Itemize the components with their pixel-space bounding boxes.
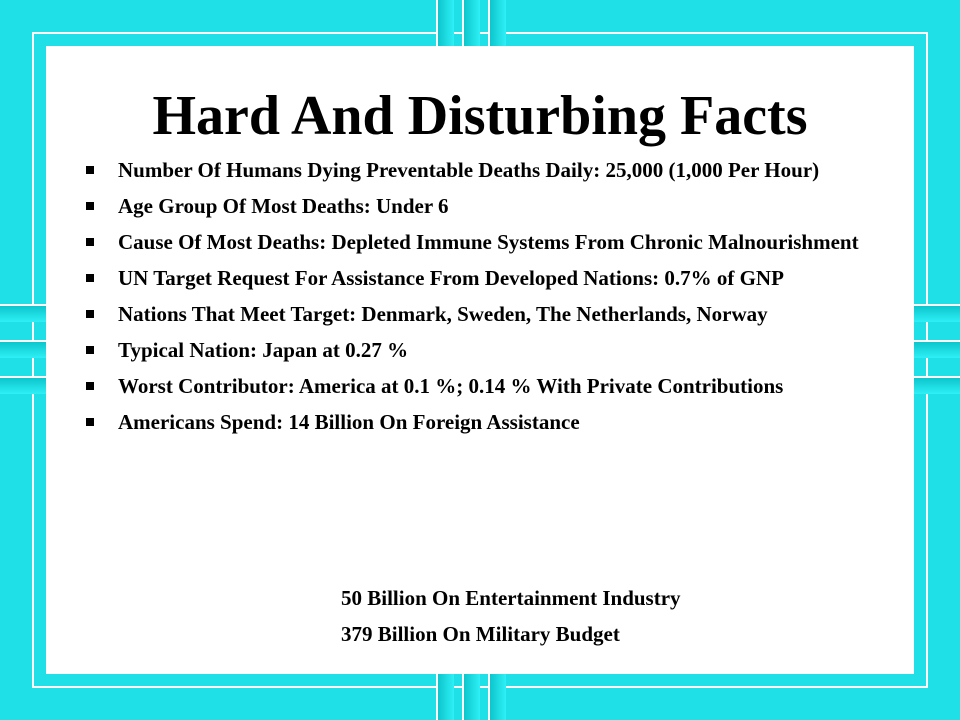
bullet-square-icon <box>86 310 94 318</box>
slide-title: Hard And Disturbing Facts <box>152 85 808 147</box>
bullet-square-icon <box>86 166 94 174</box>
decor-tab <box>436 0 454 46</box>
bullet-item <box>84 158 904 182</box>
decor-tab <box>0 340 46 358</box>
bullet-square-icon <box>86 238 94 246</box>
bullet-text: Worst Contributor: America at 0.1 %; 0.14 % With Private Contributions <box>118 374 784 398</box>
bullet-square-icon <box>86 346 94 354</box>
bullet-text: Cause Of Most Deaths: Depleted Immune Systems From Chronic Malnourishment <box>118 230 859 254</box>
bullet-item <box>84 374 904 398</box>
decor-tab <box>914 304 960 322</box>
bullet-item <box>84 194 904 218</box>
bullet-square-icon <box>86 418 94 426</box>
bullet-item <box>84 230 904 254</box>
decor-tab <box>914 376 960 394</box>
spending-line: 50 Billion On Entertainment Industry <box>341 586 681 610</box>
bullet-list <box>84 158 904 446</box>
bullet-text: UN Target Request For Assistance From Developed Nations: 0.7% of GNP <box>118 266 784 290</box>
bullet-item <box>84 266 904 290</box>
bullet-text: Typical Nation: Japan at 0.27 % <box>118 338 409 362</box>
bullet-square-icon <box>86 274 94 282</box>
bullet-text: Nations That Meet Target: Denmark, Sweden, The Netherlands, Norway <box>118 302 768 326</box>
bullet-item <box>84 302 904 326</box>
spending-line: 379 Billion On Military Budget <box>341 622 620 646</box>
bullet-square-icon <box>86 202 94 210</box>
bullet-text: Age Group Of Most Deaths: Under 6 <box>118 194 449 218</box>
decor-tab <box>914 340 960 358</box>
decor-tab <box>436 674 454 720</box>
decor-tab <box>0 304 46 322</box>
bullet-item <box>84 410 904 434</box>
bullet-text: Number Of Humans Dying Preventable Deaths Daily: 25,000 (1,000 Per Hour) <box>118 158 820 182</box>
decor-tab <box>462 674 480 720</box>
decor-tab <box>488 0 506 46</box>
decor-tab <box>0 376 46 394</box>
bullet-item <box>84 338 904 362</box>
bullet-text: Americans Spend: 14 Billion On Foreign Assistance <box>118 410 580 434</box>
bullet-square-icon <box>86 382 94 390</box>
decor-tab <box>488 674 506 720</box>
decor-tab <box>462 0 480 46</box>
